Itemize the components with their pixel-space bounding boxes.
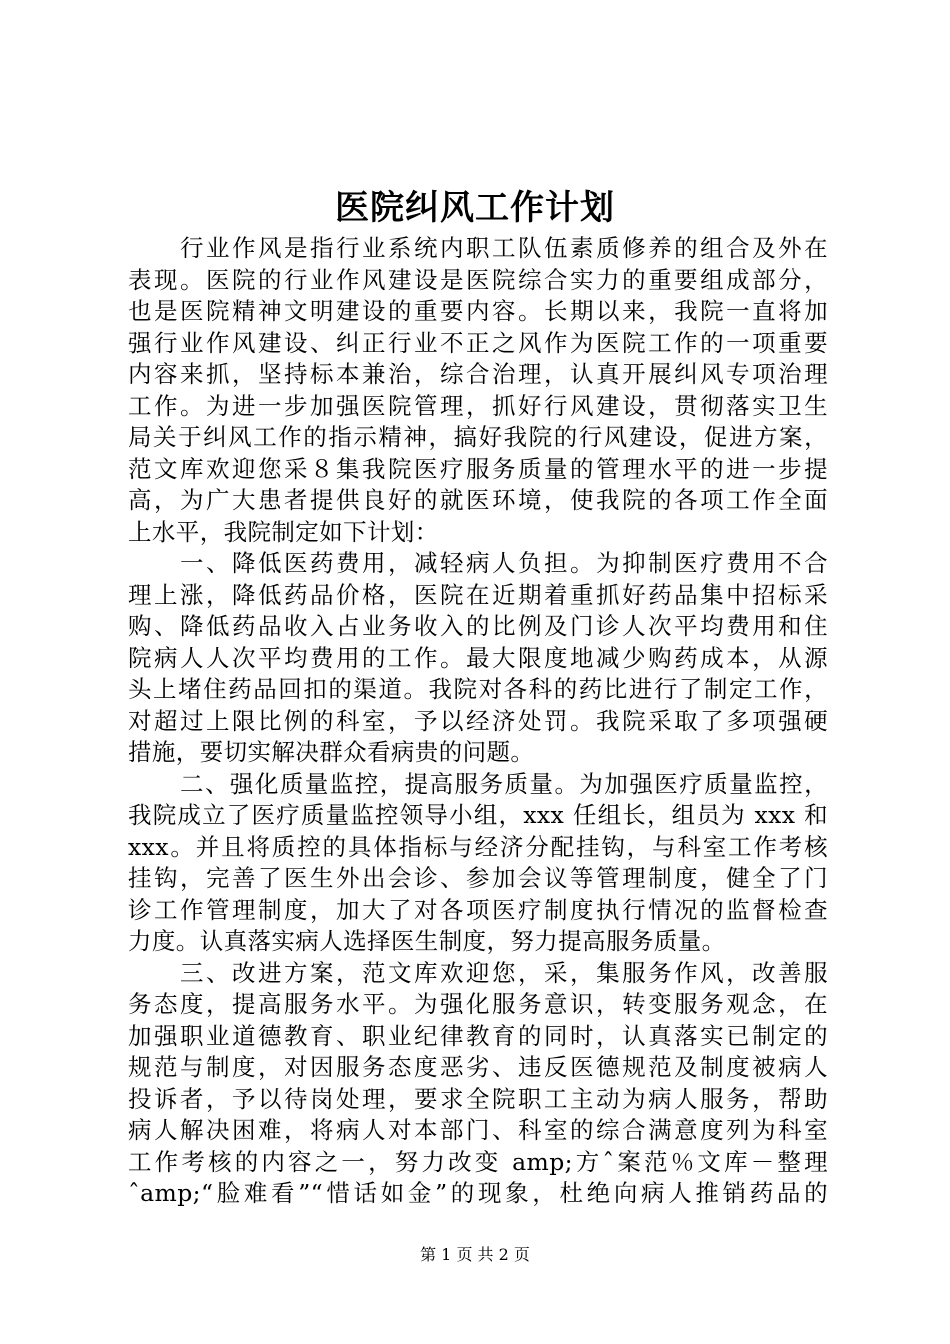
document-body [128,233,828,1210]
paragraph-line: 诊工作管理制度，加大了对各项医疗制度执行情况的监督检查 [128,895,828,924]
paragraph-line: 我院成立了医疗质量监控领导小组，xxx 任组长，组员为 xxx 和 [128,801,828,829]
paragraph-line: 对超过上限比例的科室，予以经济处罚。我院采取了多项强硬 [128,706,828,735]
paragraph-line: 三、改进方案，范文库欢迎您，采，集服务作风，改善服 [180,958,828,987]
paragraph-line: 也是医院精神文明建设的重要内容。长期以来，我院一直将加 [128,297,828,325]
paragraph-line: 工作。为进一步加强医院管理，抓好行风建设，贯彻落实卫生 [128,391,828,420]
paragraph-line: ˆamp;“脸难看”“惜话如金”的现象，杜绝向病人推销药品的 [128,1179,828,1207]
paragraph-line: 范文库欢迎您采８集我院医疗服务质量的管理水平的进一步提 [128,454,828,483]
paragraph-line: 行业作风是指行业系统内职工队伍素质修养的组合及外在 [180,234,828,262]
paragraph-line: 二、强化质量监控，提高服务质量。为加强医疗质量监控， [180,769,828,798]
paragraph-line: 加强职业道德教育、职业纪律教育的同时，认真落实已制定的 [128,1021,828,1050]
paragraph-line: 高，为广大患者提供良好的就医环境，使我院的各项工作全面 [128,486,828,514]
paragraph-line: xxx。并且将质控的具体指标与经济分配挂钩，与科室工作考核 [128,832,828,861]
paragraph-line: 购、降低药品收入占业务收入的比例及门诊人次平均费用和住 [128,612,828,640]
paragraph-line: 投诉者，予以待岗处理，要求全院职工主动为病人服务，帮助 [128,1084,828,1113]
paragraph-line: 工作考核的内容之一，努力改变 amp;方ˆ案范％文库－整理 [128,1147,828,1176]
page-footer: 第 1 页 共 2 页 [420,1245,530,1264]
paragraph-line: 理上涨，降低药品价格，医院在近期着重抓好药品集中招标采 [128,580,828,609]
document-title: 医院纠风工作计划 [335,188,615,228]
paragraph-line: 挂钩，完善了医生外出会诊、参加会议等管理制度，健全了门 [128,864,828,892]
paragraph-line: 强行业作风建设、纠正行业不正之风作为医院工作的一项重要 [128,328,828,357]
paragraph-line: 院病人人次平均费用的工作。最大限度地减少购药成本，从源 [128,643,828,672]
paragraph-line: 上水平，我院制定如下计划： [128,517,439,546]
paragraph-line: 力度。认真落实病人选择医生制度，努力提高服务质量。 [128,927,726,955]
paragraph-line: 表现。医院的行业作风建设是医院综合实力的重要组成部分， [128,265,828,294]
paragraph-line: 措施，要切实解决群众看病贵的问题。 [128,738,535,766]
paragraph-line: 局关于纠风工作的指示精神，搞好我院的行风建设，促进方案， [128,423,828,451]
paragraph-line: 内容来抓，坚持标本兼治，综合治理，认真开展纠风专项治理 [128,360,828,388]
paragraph-line: 头上堵住药品回扣的渠道。我院对各科的药比进行了制定工作， [128,675,828,703]
paragraph-line: 病人解决困难，将病人对本部门、科室的综合满意度列为科室 [128,1116,828,1144]
paragraph-line: 务态度，提高服务水平。为强化服务意识，转变服务观念，在 [128,990,828,1018]
paragraph-line: 规范与制度，对因服务态度恶劣、违反医德规范及制度被病人 [128,1053,828,1081]
paragraph-line: 一、降低医药费用，减轻病人负担。为抑制医疗费用不合 [180,549,828,577]
